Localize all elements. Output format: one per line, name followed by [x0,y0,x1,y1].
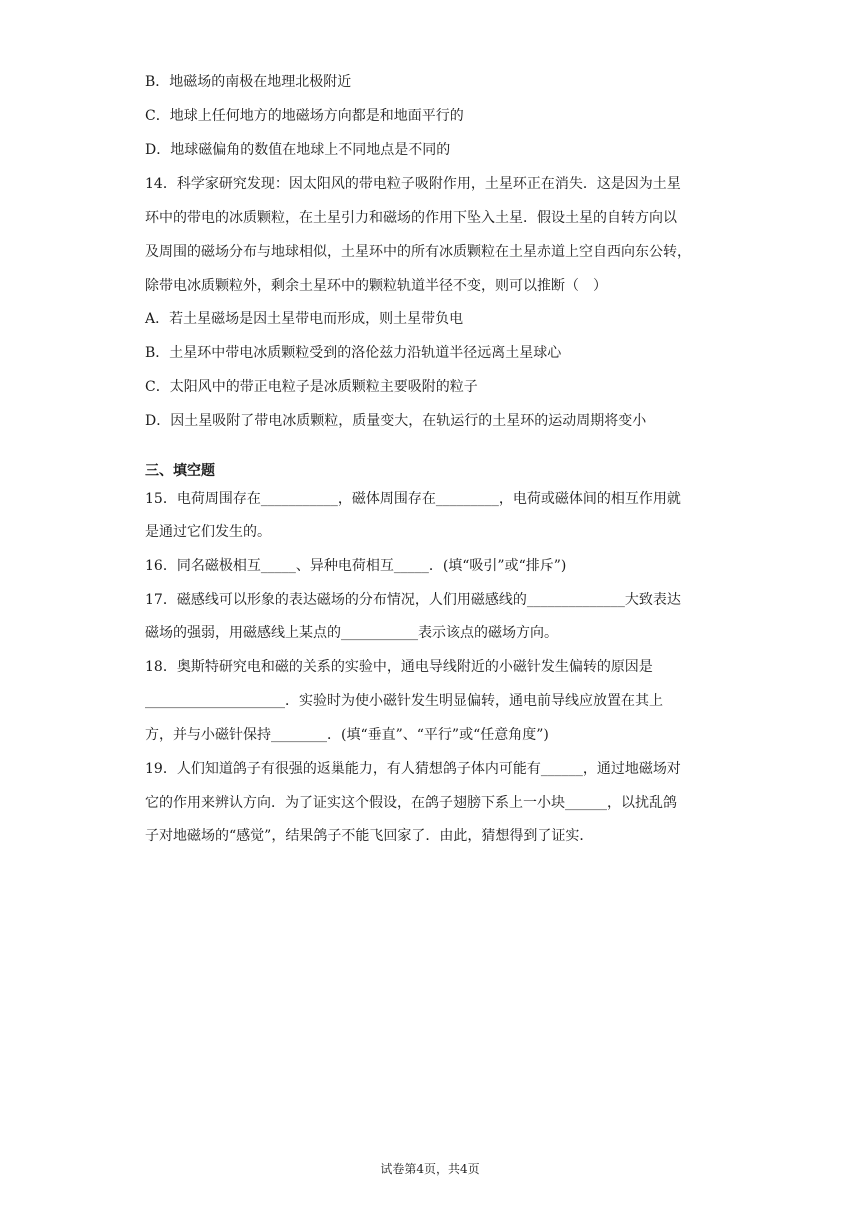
option-13-b: B．地磁场的南极在地理北极附近 [145,74,352,90]
question-19-line-3: 子对地磁场的“感觉”，结果鸽子不能飞回家了．由此，猜想得到了证实． [145,828,594,844]
question-17-line-2: 磁场的强弱，用磁感线上某点的___________表示该点的磁场方向。 [145,625,558,641]
question-18-line-1: 18．奥斯特研究电和磁的关系的实验中，通电导线附近的小磁针发生偏转的原因是 [145,659,653,675]
question-14-line-4: 除带电冰质颗粒外，剩余土星环中的颗粒轨道半径不变，则可以推断（ ） [145,278,607,294]
section-heading: 三、填空题 [145,463,215,479]
option-13-c: C．地球上任何地方的地磁场方向都是和地面平行的 [145,108,464,124]
question-15-line-1: 15．电荷周围存在___________，磁体周围存在_________，电荷或磁体间的相互作用就 [145,491,681,507]
option-14-a: A．若土星磁场是因土星带电而形成，则土星带负电 [145,311,464,327]
question-18-line-2: ____________________．实验时为使小磁针发生明显偏转，通电前导线应放置在其上 [145,693,663,709]
option-14-b: B．土星环中带电冰质颗粒受到的洛伦兹力沿轨道半径远离土星球心 [145,345,562,361]
question-15-line-2: 是通过它们发生的。 [145,524,271,540]
question-19-line-2: 它的作用来辨认方向．为了证实这个假设，在鸽子翅膀下系上一小块______，以扰乱鸽 [145,795,677,811]
question-14-line-3: 及周围的磁场分布与地球相似，土星环中的所有冰质颗粒在土星赤道上空自西向东公转， [145,244,691,260]
question-14-line-1: 14．科学家研究发现：因太阳风的带电粒子吸附作用，土星环正在消失．这是因为土星 [145,176,681,192]
question-19-line-1: 19．人们知道鸽子有很强的返巢能力，有人猜想鸽子体内可能有______，通过地磁场对 [145,761,681,777]
question-18-line-3: 方，并与小磁针保持________．(填“垂直”、“平行”或“任意角度”) [145,727,549,743]
question-14-line-2: 环中的带电的冰质颗粒，在土星引力和磁场的作用下坠入土星．假设土星的自转方向以 [145,210,677,226]
option-14-d: D．因土星吸附了带电冰质颗粒，质量变大，在轨运行的土星环的运动周期将变小 [145,413,647,429]
page-footer: 试卷第4页，共4页 [380,1162,480,1176]
option-13-d: D．地球磁偏角的数值在地球上不同地点是不同的 [145,142,451,158]
option-14-c: C．太阳风中的带正电粒子是冰质颗粒主要吸附的粒子 [145,379,478,395]
question-17-line-1: 17．磁感线可以形象的表达磁场的分布情况，人们用磁感线的______________大致表达 [145,592,681,608]
question-16: 16．同名磁极相互_____、异种电荷相互_____．(填“吸引”或“排斥”) [145,558,567,574]
